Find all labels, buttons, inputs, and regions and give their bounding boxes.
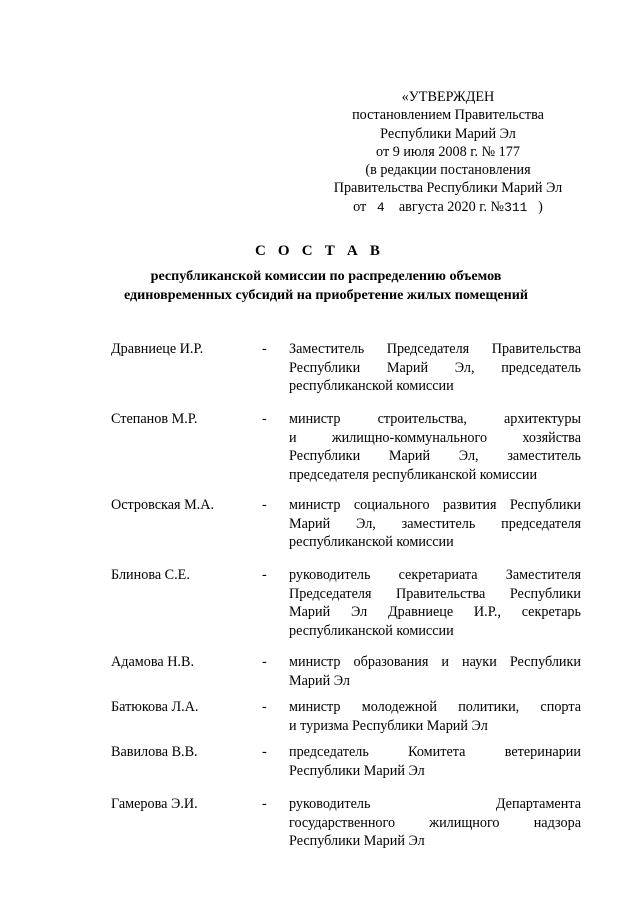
- member-name: Адамова Н.В.: [111, 654, 194, 670]
- approval-line: от 9 июля 2008 г. № 177: [376, 143, 520, 160]
- member-dash: -: [262, 699, 267, 715]
- member-role: [289, 496, 581, 552]
- approval-date-month: августа 2020 г. №: [398, 198, 505, 215]
- member-name: Батюкова Л.А.: [111, 699, 199, 715]
- member-row: [111, 795, 581, 851]
- member-row: [111, 653, 581, 690]
- member-row: [111, 743, 581, 780]
- approval-line: (в редакции постановления: [365, 162, 531, 179]
- member-role-line: республиканской комиссии: [289, 378, 454, 394]
- member-name: Блинова С.Е.: [111, 567, 190, 583]
- member-role-line: председателя республиканской комиссии: [289, 466, 538, 483]
- member-role-line: Марий Эл: [289, 672, 350, 689]
- member-role-line: Республики Марий Эл: [289, 833, 425, 849]
- document-title: С О С Т А В: [254, 243, 385, 259]
- member-role-line: министр строительства, архитектуры: [289, 411, 581, 427]
- member-role: [289, 743, 581, 780]
- approval-line: Правительства Республики Марий Эл: [333, 180, 563, 197]
- member-dash: -: [262, 796, 267, 812]
- member-role: [289, 566, 581, 640]
- member-role: [289, 698, 581, 735]
- document-subtitle: [60, 267, 592, 305]
- member-role: [289, 410, 581, 484]
- member-role: [289, 795, 581, 851]
- approval-line: постановлением Правительства: [352, 107, 544, 124]
- member-role: [289, 653, 581, 690]
- member-name: Островская М.А.: [111, 497, 215, 513]
- member-name: Дравниеце И.Р.: [111, 341, 204, 357]
- member-role-line: министр молодежной политики, спорта: [289, 699, 581, 715]
- member-role-line: руководитель секретариата Заместителя: [289, 567, 581, 583]
- member-role: [289, 340, 581, 396]
- member-role-line: Заместитель Председателя Правительства: [289, 341, 581, 357]
- member-row: [111, 566, 581, 640]
- member-dash: -: [262, 654, 267, 670]
- member-row: [111, 698, 581, 735]
- approval-number: 311: [504, 199, 528, 215]
- approval-stamp: [300, 88, 596, 217]
- member-row: [111, 496, 581, 552]
- member-name: Гамерова Э.И.: [111, 796, 198, 812]
- subtitle-line: республиканской комиссии по распределению объемов: [150, 268, 502, 284]
- member-name: Степанов М.Р.: [111, 411, 198, 427]
- member-dash: -: [262, 341, 267, 357]
- member-role-line: и жилищно-коммунального хозяйства: [289, 429, 581, 446]
- member-role-line: Республики Марий Эл, председатель: [289, 359, 581, 376]
- subtitle-line: единовременных субсидий на приобретение жилых помещений: [123, 287, 528, 303]
- member-role-line: республиканской комиссии: [289, 622, 454, 639]
- member-dash: -: [262, 497, 267, 513]
- approval-date-suffix: ): [538, 198, 543, 215]
- approval-line: Республики Марий Эл: [380, 125, 516, 142]
- member-row: [111, 410, 581, 484]
- member-dash: -: [262, 411, 267, 427]
- member-role-line: председатель Комитета ветеринарии: [289, 744, 581, 760]
- member-role-line: республиканской комиссии: [289, 534, 454, 550]
- member-role-line: Республики Марий Эл, заместитель: [289, 448, 581, 464]
- member-role-line: министр образования и науки Республики: [289, 654, 581, 670]
- member-role-line: Марий Эл Дравниеце И.Р., секретарь: [289, 604, 581, 620]
- member-role-line: министр социального развития Республики: [289, 497, 581, 513]
- approval-date-prefix: от: [353, 198, 367, 215]
- approval-line: «УТВЕРЖДЕН: [401, 89, 495, 105]
- member-dash: -: [262, 567, 267, 583]
- approval-date-line: [300, 198, 596, 217]
- member-role-line: Председателя Правительства Республики: [289, 585, 581, 602]
- member-role-line: Марий Эл, заместитель председателя: [289, 515, 581, 532]
- member-role-line: и туризма Республики Марий Эл: [289, 717, 488, 734]
- member-role-line: государственного жилищного надзора: [289, 814, 581, 831]
- member-dash: -: [262, 744, 267, 760]
- member-role-line: Республики Марий Эл: [289, 762, 425, 779]
- member-name: Вавилова В.В.: [111, 744, 198, 760]
- member-row: [111, 340, 581, 396]
- member-role-line: руководитель Департамента: [289, 796, 581, 812]
- approval-date-day: 4: [376, 199, 385, 215]
